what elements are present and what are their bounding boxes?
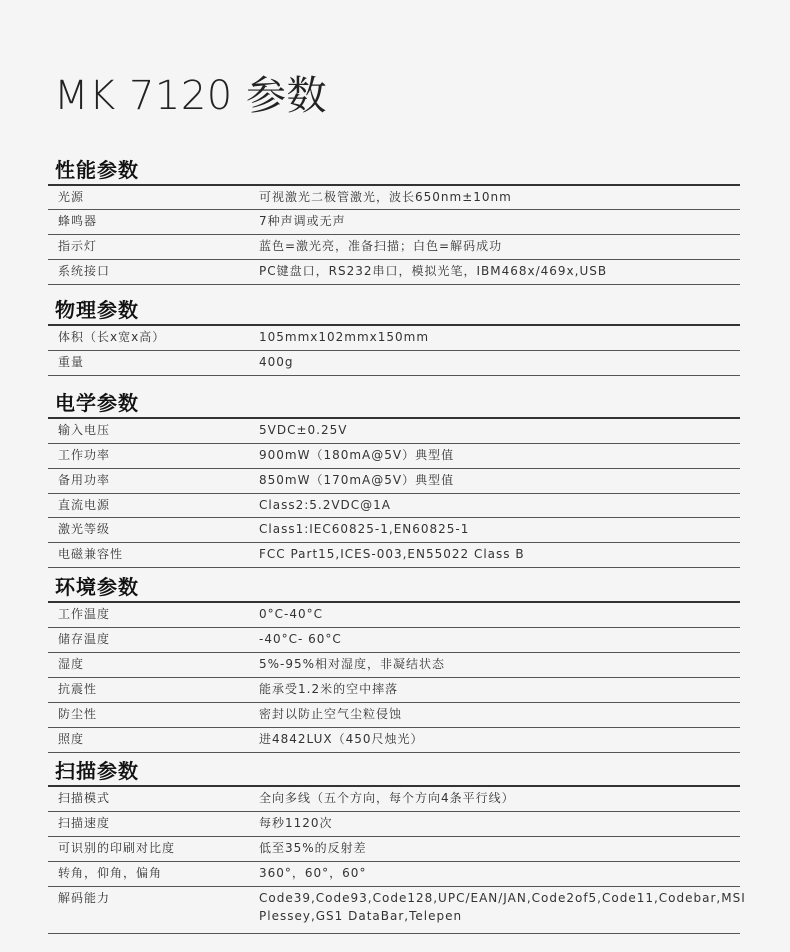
spec-key: 照度 (58, 732, 85, 746)
spec-key: 扫描模式 (58, 791, 111, 805)
spec-row (48, 628, 740, 653)
spec-value: 低至35%的反射差 (259, 841, 367, 855)
spec-row (48, 518, 740, 543)
spec-row (48, 260, 740, 285)
spec-key: 防尘性 (58, 707, 98, 721)
spec-key: 输入电压 (58, 423, 111, 437)
spec-key: 备用功率 (58, 473, 111, 487)
spec-key: 解码能力 (58, 891, 111, 905)
section-heading: 电学参数 (48, 389, 740, 419)
spec-row (48, 351, 740, 376)
section-scanning (48, 757, 746, 934)
spec-key: 湿度 (58, 657, 85, 671)
spec-value: 900mW（180mA@5V）典型值 (259, 448, 455, 462)
spec-row (48, 210, 740, 235)
spec-row (48, 444, 740, 469)
spec-key: 直流电源 (58, 498, 111, 512)
spec-key: 工作温度 (58, 607, 111, 621)
spec-key: 系统接口 (58, 264, 111, 278)
spec-value: 密封以防止空气尘粒侵蚀 (259, 707, 403, 721)
spec-row (48, 603, 740, 628)
spec-row (48, 787, 740, 812)
spec-row (48, 812, 740, 837)
spec-value: 能承受1.2米的空中摔落 (259, 682, 399, 696)
spec-value: 360°，60°，60° (259, 866, 367, 880)
spec-key: 电磁兼容性 (58, 547, 124, 561)
spec-row (48, 728, 740, 753)
spec-value: 蓝色=激光亮，准备扫描；白色=解码成功 (259, 239, 503, 253)
spec-key: 蜂鸣器 (58, 214, 98, 228)
spec-key: 激光等级 (58, 522, 111, 536)
spec-key: 指示灯 (58, 239, 98, 253)
spec-value: 可视激光二极管激光，波长650nm±10nm (259, 190, 512, 204)
spec-row (48, 678, 740, 703)
spec-row (48, 186, 740, 210)
spec-key: 重量 (58, 355, 85, 369)
spec-row (48, 862, 740, 887)
page-title: MK 7120 参数 (54, 73, 327, 119)
spec-value: 0°C-40°C (259, 607, 323, 621)
section-environment (48, 573, 740, 753)
spec-row (48, 887, 746, 934)
spec-value: 进4842LUX（450尺烛光） (259, 732, 424, 746)
spec-value: 每秒1120次 (259, 816, 333, 830)
section-heading: 物理参数 (48, 296, 740, 326)
spec-value: FCC Part15,ICES-003,EN55022 Class B (259, 547, 525, 561)
spec-row (48, 235, 740, 260)
spec-value: 7种声调或无声 (259, 214, 346, 228)
spec-value: 全向多线（五个方向，每个方向4条平行线） (259, 791, 515, 805)
section-performance (48, 156, 740, 285)
spec-value: -40°C- 60°C (259, 632, 342, 646)
spec-key: 抗震性 (58, 682, 98, 696)
section-heading: 扫描参数 (48, 757, 740, 787)
spec-row (48, 419, 740, 444)
spec-value: 5VDC±0.25V (259, 423, 348, 437)
spec-key: 转角，仰角，偏角 (58, 866, 163, 880)
spec-row (48, 703, 740, 728)
spec-row (48, 837, 740, 862)
spec-row (48, 469, 740, 494)
spec-value: 105mmx102mmx150mm (259, 330, 430, 344)
section-physical (48, 296, 740, 376)
spec-row (48, 653, 740, 678)
spec-value: PC键盘口，RS232串口，模拟光笔，IBM468x/469x,USB (259, 264, 608, 278)
spec-value: Class2:5.2VDC@1A (259, 498, 392, 512)
spec-key: 工作功率 (58, 448, 111, 462)
spec-value: 850mW（170mA@5V）典型值 (259, 473, 455, 487)
spec-row (48, 494, 740, 518)
spec-key: 可识别的印刷对比度 (58, 841, 176, 855)
spec-row (48, 543, 740, 568)
section-electrical (48, 389, 740, 568)
spec-value: Class1:IEC60825-1,EN60825-1 (259, 522, 470, 536)
spec-value: 5%-95%相对湿度，非凝结状态 (259, 657, 446, 671)
section-heading: 环境参数 (48, 573, 740, 603)
section-heading: 性能参数 (48, 156, 740, 186)
spec-row (48, 326, 740, 351)
spec-key: 体积（长x宽x高） (58, 330, 166, 344)
spec-key: 储存温度 (58, 632, 111, 646)
spec-value: 400g (259, 355, 294, 369)
spec-value: Code39,Code93,Code128,UPC/EAN/JAN,Code2of5,Code11,Codebar,MSI Plessey,GS1 DataBar,Telepen (259, 891, 746, 923)
spec-key: 光源 (58, 190, 85, 204)
spec-key: 扫描速度 (58, 816, 111, 830)
